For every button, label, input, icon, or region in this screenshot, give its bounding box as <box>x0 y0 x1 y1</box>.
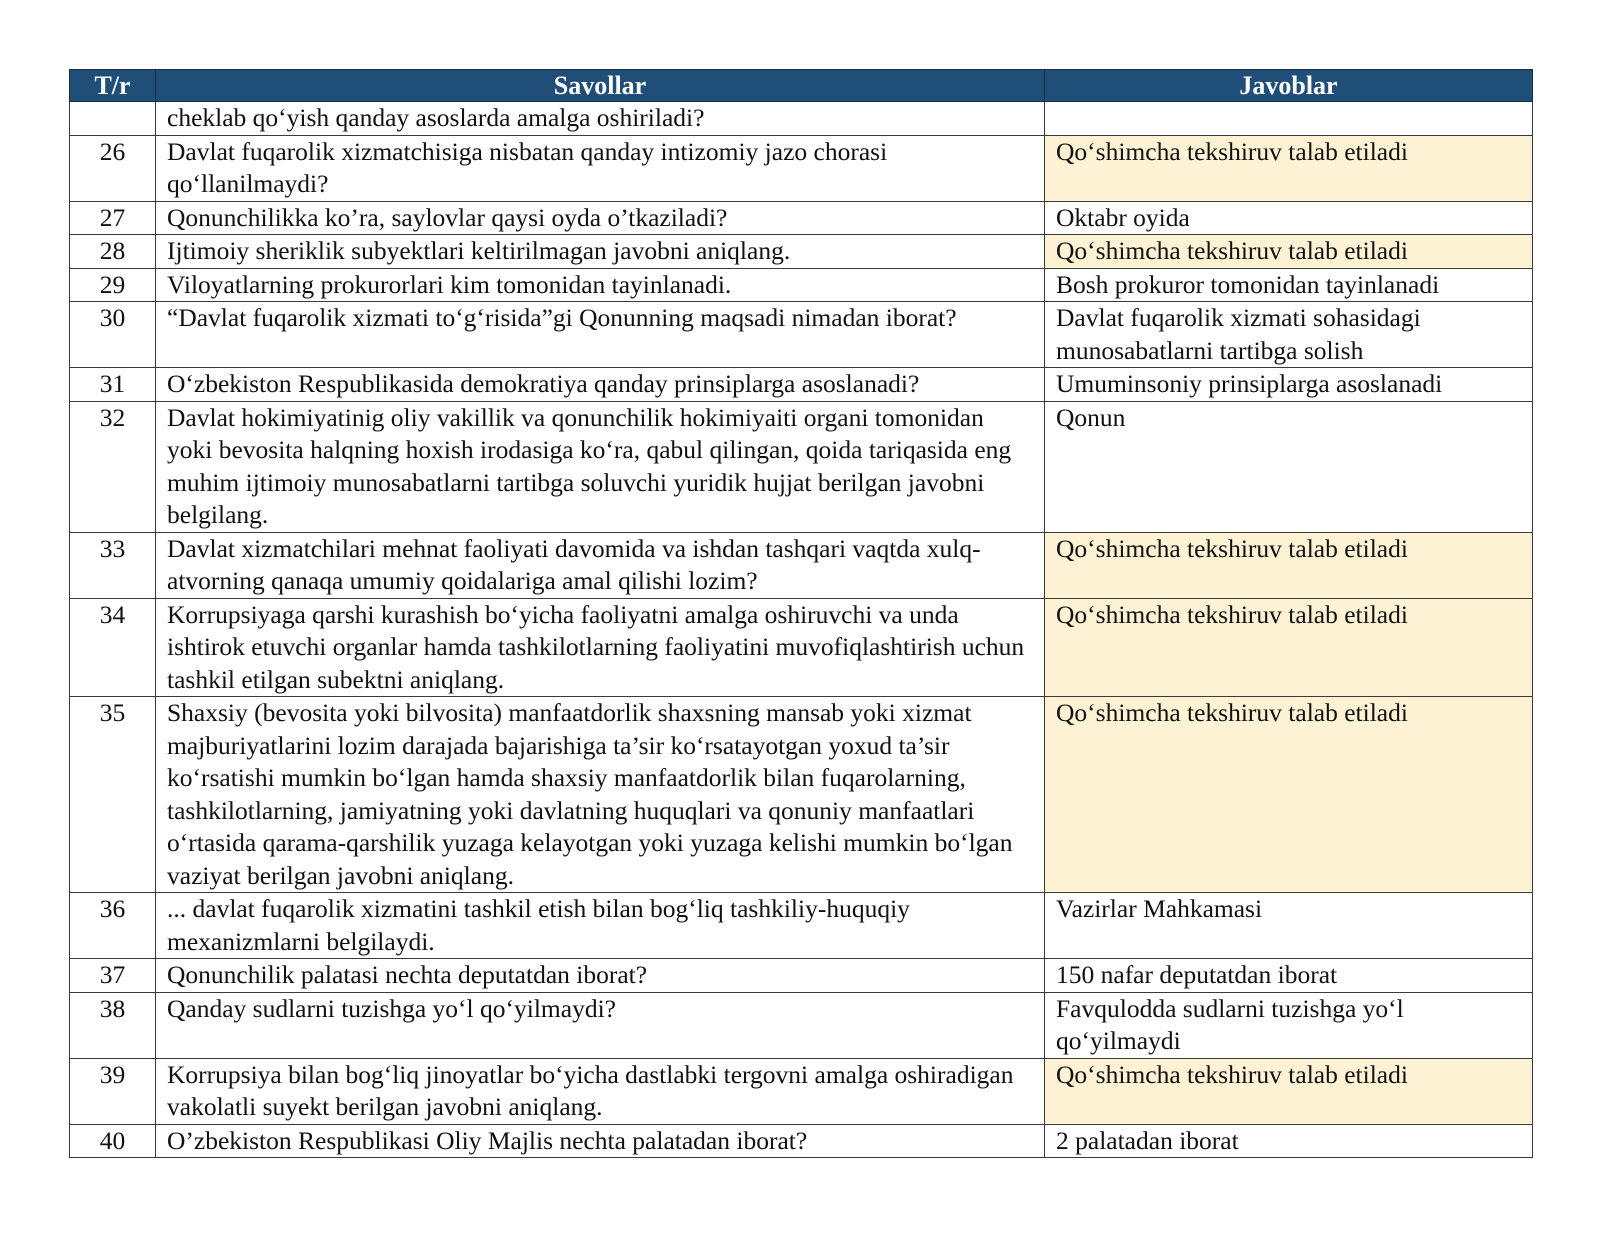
answer-cell <box>1045 102 1533 136</box>
question-cell: Qonunchilik palatasi nechta deputatdan iborat? <box>156 959 1045 993</box>
row-number: 32 <box>70 401 156 532</box>
question-cell: O’zbekiston Respublikasi Oliy Majlis nechta palatadan iborat? <box>156 1124 1045 1158</box>
answer-cell: Qo‘shimcha tekshiruv talab etiladi <box>1045 598 1533 697</box>
question-cell: Korrupsiya bilan bog‘liq jinoyatlar bo‘yicha dastlabki tergovni amalga oshiradigan vakolatli suyekt berilgan javobni aniqlang. <box>156 1058 1045 1124</box>
question-cell: ... davlat fuqarolik xizmatini tashkil etish bilan bog‘liq tashkiliy-huquqiy mexanizmlarni belgilaydi. <box>156 893 1045 959</box>
answer-cell: Vazirlar Mahkamasi <box>1045 893 1533 959</box>
answer-cell: Qonun <box>1045 401 1533 532</box>
table-row <box>70 598 1533 697</box>
row-number: 37 <box>70 959 156 993</box>
table-row <box>70 532 1533 598</box>
answer-cell: Qo‘shimcha tekshiruv talab etiladi <box>1045 1058 1533 1124</box>
row-number: 40 <box>70 1124 156 1158</box>
answer-cell: Favqulodda sudlarni tuzishga yo‘l qo‘yilmaydi <box>1045 992 1533 1058</box>
row-number: 26 <box>70 135 156 201</box>
row-number: 33 <box>70 532 156 598</box>
row-number: 29 <box>70 268 156 302</box>
question-cell: “Davlat fuqarolik xizmati to‘g‘risida”gi Qonunning maqsadi nimadan iborat? <box>156 302 1045 368</box>
row-number: 38 <box>70 992 156 1058</box>
table-row <box>70 1124 1533 1158</box>
question-cell: Korrupsiyaga qarshi kurashish bo‘yicha faoliyatni amalga oshiruvchi va unda ishtirok etuvchi organlar hamda tashkilotlarning faoliyatini muvofiqlashtirish uchun tashkil etilgan subektni aniqlang. <box>156 598 1045 697</box>
answer-cell: Qo‘shimcha tekshiruv talab etiladi <box>1045 235 1533 269</box>
answer-cell: Bosh prokuror tomonidan tayinlanadi <box>1045 268 1533 302</box>
answer-cell: Oktabr oyida <box>1045 201 1533 235</box>
table-row <box>70 1058 1533 1124</box>
table-row <box>70 401 1533 532</box>
table-row <box>70 992 1533 1058</box>
header-row <box>70 70 1533 102</box>
table-row <box>70 959 1533 993</box>
row-number: 30 <box>70 302 156 368</box>
answer-cell: 150 nafar deputatdan iborat <box>1045 959 1533 993</box>
column-header-questions: Savollar <box>156 70 1045 102</box>
question-cell: cheklab qo‘yish qanday asoslarda amalga oshiriladi? <box>156 102 1045 136</box>
answer-cell: Umuminsoniy prinsiplarga asoslanadi <box>1045 368 1533 402</box>
table-header <box>70 70 1533 102</box>
question-cell: Davlat fuqarolik xizmatchisiga nisbatan qanday intizomiy jazo chorasi qo‘llanilmaydi? <box>156 135 1045 201</box>
question-cell: Qonunchilikka ko’ra, saylovlar qaysi oyda o’tkaziladi? <box>156 201 1045 235</box>
question-cell: O‘zbekiston Respublikasida demokratiya qanday prinsiplarga asoslanadi? <box>156 368 1045 402</box>
qa-table <box>69 69 1533 1158</box>
table-row <box>70 235 1533 269</box>
row-number: 35 <box>70 697 156 893</box>
column-header-answers: Javoblar <box>1045 70 1533 102</box>
question-cell: Shaxsiy (bevosita yoki bilvosita) manfaatdorlik shaxsning mansab yoki xizmat majburiyatlarini lozim darajada bajarishiga ta’sir ko‘rsatayotgan yoxud ta’sir ko‘rsatishi mumkin bo‘lgan hamda shaxsiy manfaatdorlik bilan fuqarolarning, tashkilotlarning, jamiyatning yoki davlatning huquqlari va qonuniy manfaatlari o‘rtasida qarama-qarshilik yuzaga kelayotgan yoki yuzaga kelishi mumkin bo‘lgan vaziyat berilgan javobni aniqlang. <box>156 697 1045 893</box>
table-row <box>70 102 1533 136</box>
table-row <box>70 201 1533 235</box>
row-number: 36 <box>70 893 156 959</box>
answer-cell: 2 palatadan iborat <box>1045 1124 1533 1158</box>
table-row <box>70 135 1533 201</box>
row-number: 39 <box>70 1058 156 1124</box>
table-row <box>70 697 1533 893</box>
table-row <box>70 268 1533 302</box>
answer-cell: Qo‘shimcha tekshiruv talab etiladi <box>1045 135 1533 201</box>
question-cell: Viloyatlarning prokurorlari kim tomonidan tayinlanadi. <box>156 268 1045 302</box>
table-body <box>70 102 1533 1158</box>
table-row <box>70 368 1533 402</box>
row-number: 27 <box>70 201 156 235</box>
row-number: 28 <box>70 235 156 269</box>
question-cell: Davlat xizmatchilari mehnat faoliyati davomida va ishdan tashqari vaqtda xulq-atvorning qanaqa umumiy qoidalariga amal qilishi lozim? <box>156 532 1045 598</box>
question-cell: Ijtimoiy sheriklik subyektlari keltirilmagan javobni aniqlang. <box>156 235 1045 269</box>
answer-cell: Qo‘shimcha tekshiruv talab etiladi <box>1045 532 1533 598</box>
table-row <box>70 302 1533 368</box>
document-page <box>69 69 1532 1158</box>
row-number: 34 <box>70 598 156 697</box>
question-cell: Davlat hokimiyatinig oliy vakillik va qonunchilik hokimiyaiti organi tomonidan yoki bevosita halqning hoxish irodasiga ko‘ra, qabul qilingan, qoida tariqasida eng muhim ijtimoiy munosabatlarni tartibga soluvchi yuridik hujjat berilgan javobni belgilang. <box>156 401 1045 532</box>
column-header-number: T/r <box>70 70 156 102</box>
question-cell: Qanday sudlarni tuzishga yo‘l qo‘yilmaydi? <box>156 992 1045 1058</box>
table-row <box>70 893 1533 959</box>
answer-cell: Qo‘shimcha tekshiruv talab etiladi <box>1045 697 1533 893</box>
answer-cell: Davlat fuqarolik xizmati sohasidagi munosabatlarni tartibga solish <box>1045 302 1533 368</box>
row-number <box>70 102 156 136</box>
row-number: 31 <box>70 368 156 402</box>
